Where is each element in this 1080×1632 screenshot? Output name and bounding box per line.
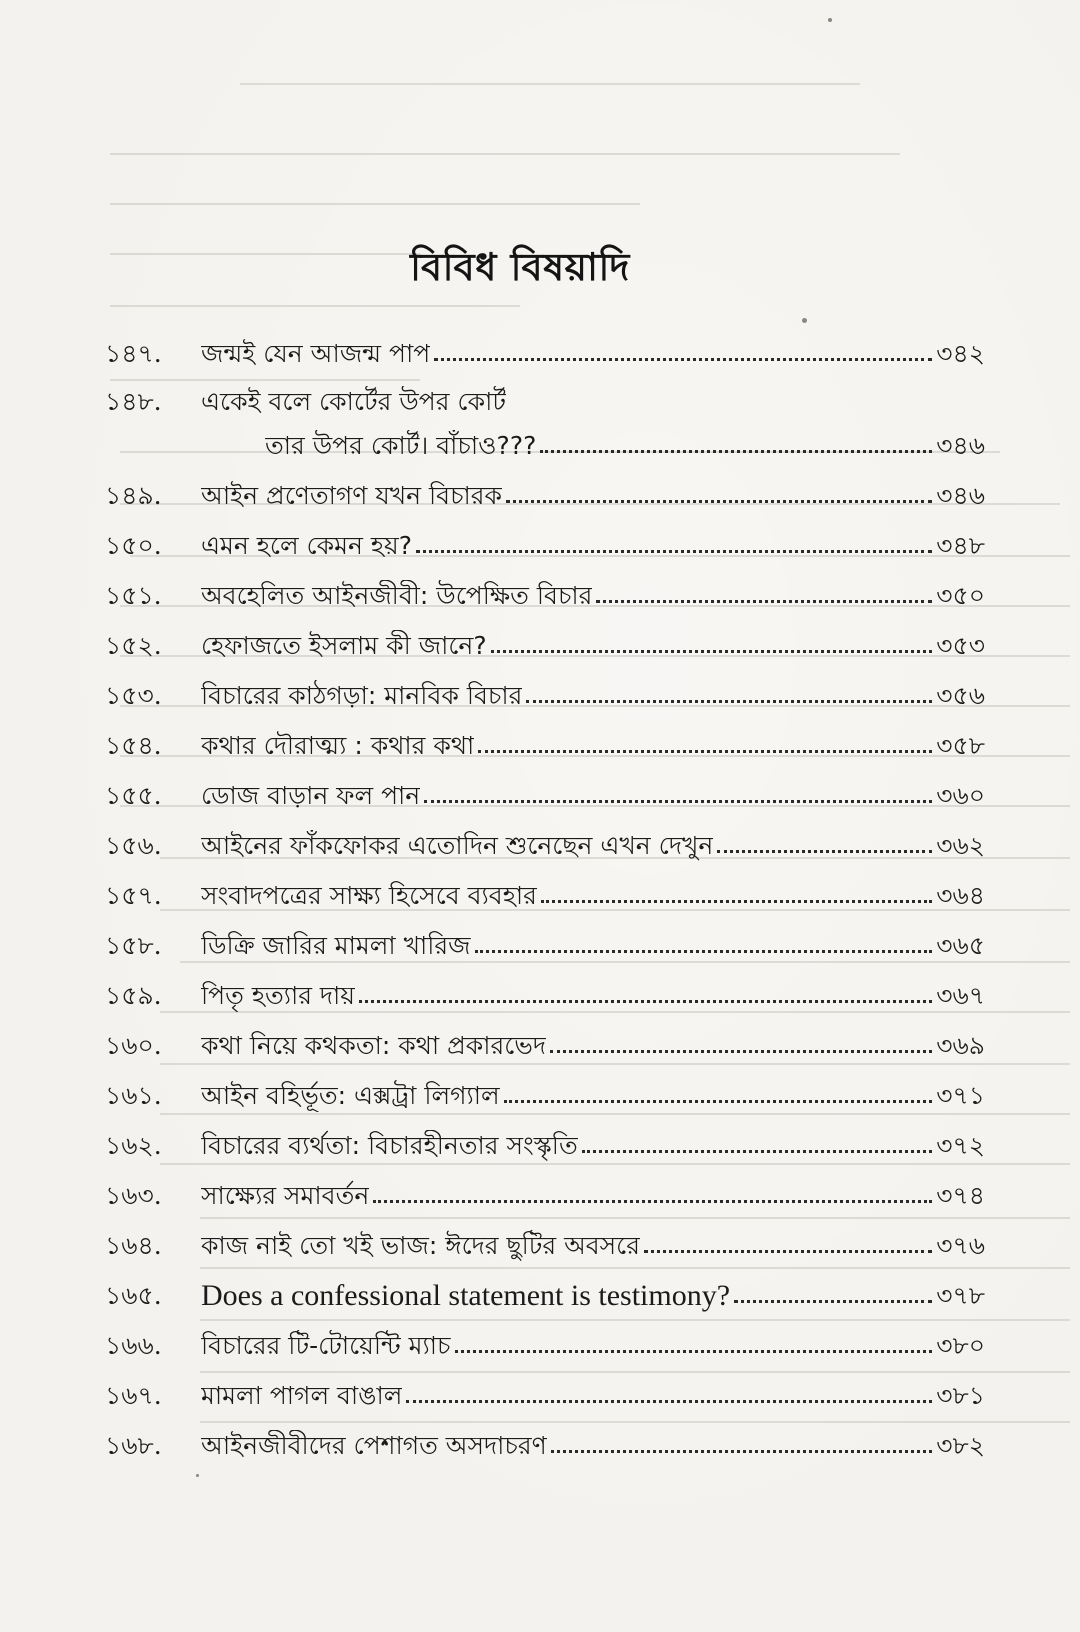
entry-title: কথা নিয়ে কথকতা: কথা প্রকারভেদ [201, 1031, 547, 1060]
toc-entry-159 [105, 962, 985, 1012]
dot-leader [582, 1150, 933, 1153]
entry-number: ১৫৭. [105, 881, 162, 910]
entry-title: কাজ নাই তো খই ভাজ: ঈদের ছুটির অবসরে [201, 1231, 640, 1260]
toc-entry-162 [105, 1112, 985, 1162]
entry-number: ১৫৮. [105, 931, 162, 960]
dot-leader [526, 700, 932, 703]
entry-number: ১৫৪. [105, 731, 162, 760]
dot-leader [424, 800, 932, 803]
entry-number: ১৫০. [105, 531, 162, 560]
entry-title: জন্মই যেন আজন্ম পাপ [201, 339, 431, 368]
toc-entry-149 [105, 462, 985, 512]
entry-number: ১৪৯. [105, 481, 162, 510]
toc-entry-151 [105, 562, 985, 612]
entry-page-number: ৩৬৪ [936, 881, 985, 910]
toc-entry-168 [105, 1412, 985, 1462]
dot-leader [541, 900, 932, 903]
entry-title: আইন বহির্ভূত: এক্সট্রা লিগ্যাল [201, 1081, 500, 1110]
toc-entry-153 [105, 662, 985, 712]
entry-page-number: ৩৮০ [936, 1331, 985, 1360]
entry-number: ১৬০. [105, 1031, 162, 1060]
toc-entry-148-continued [105, 418, 985, 462]
entry-page-number: ৩৮২ [936, 1431, 985, 1460]
dot-leader [475, 950, 933, 953]
dot-leader [504, 1100, 933, 1103]
entry-page-number: ৩৪৮ [936, 531, 985, 560]
section-heading: বিবিধ বিষয়াদি [410, 245, 630, 289]
entry-title: বিচারের ব্যর্থতা: বিচারহীনতার সংস্কৃতি [201, 1131, 578, 1160]
entry-title: অবহেলিত আইনজীবী: উপেক্ষিত বিচার [201, 581, 593, 610]
entry-page-number: ৩৫০ [936, 581, 985, 610]
entry-title: আইনজীবীদের পেশাগত অসদাচরণ [201, 1431, 547, 1460]
entry-number: ১৬৩. [105, 1181, 162, 1210]
entry-number: ১৫৩. [105, 681, 162, 710]
toc-entry-156 [105, 812, 985, 862]
entry-number: ১৬৫. [105, 1281, 162, 1310]
toc-entry-147 [105, 320, 985, 370]
dot-leader [717, 850, 932, 853]
entry-title: Does a confessional statement is testimony? [201, 1280, 731, 1312]
toc-entry-154 [105, 712, 985, 762]
paper-speck [802, 318, 807, 323]
entry-page-number: ৩৬৫ [936, 931, 985, 960]
entry-title: আইনের ফাঁকফোকর এতোদিন শুনেছেন এখন দেখুন [201, 831, 714, 860]
entry-page-number: ৩৭৬ [936, 1231, 985, 1260]
entry-page-number: ৩৭৮ [936, 1281, 985, 1310]
entry-title: সাক্ষ্যের সমাবর্তন [201, 1181, 370, 1210]
entry-title-continued: তার উপর কোর্ট। বাঁচাও??? [265, 431, 537, 460]
entry-title: হেফাজতে ইসলাম কী জানে? [201, 631, 487, 660]
entry-page-number: ৩৭৪ [936, 1181, 985, 1210]
toc-entry-150 [105, 512, 985, 562]
entry-number: ১৬৬. [105, 1331, 162, 1360]
entry-page-number: ৩৬৭ [936, 981, 985, 1010]
entry-number: ১৬৪. [105, 1231, 162, 1260]
dot-leader [644, 1250, 932, 1253]
entry-title: আইন প্রণেতাগণ যখন বিচারক [201, 481, 503, 510]
table-of-contents [105, 320, 985, 1462]
dot-leader [540, 450, 932, 453]
toc-entry-152 [105, 612, 985, 662]
entry-page-number: ৩৭১ [936, 1081, 985, 1110]
dot-leader [551, 1450, 933, 1453]
entry-title: একেই বলে কোর্টের উপর কোর্ট [201, 387, 506, 416]
toc-entry-165 [105, 1262, 985, 1312]
entry-number: ১৫৯. [105, 981, 162, 1010]
entry-page-number: ৩৫৩ [936, 631, 985, 660]
entry-title: ডোজ বাড়ান ফল পান [201, 781, 421, 810]
entry-page-number: ৩৪৬ [936, 481, 985, 510]
toc-entry-161 [105, 1062, 985, 1112]
entry-number: ১৫২. [105, 631, 162, 660]
toc-entry-163 [105, 1162, 985, 1212]
paper-speck [828, 18, 832, 22]
entry-title: এমন হলে কেমন হয়? [201, 531, 413, 560]
entry-number: ১৫১. [105, 581, 162, 610]
entry-title: সংবাদপত্রের সাক্ষ্য হিসেবে ব্যবহার [201, 881, 537, 910]
dot-leader [455, 1350, 933, 1353]
entry-number: ১৫৫. [105, 781, 162, 810]
dot-leader [550, 1050, 932, 1053]
toc-entry-167 [105, 1362, 985, 1412]
entry-title: ডিক্রি জারির মামলা খারিজ [201, 931, 471, 960]
dot-leader [406, 1400, 932, 1403]
dot-leader [416, 550, 932, 553]
entry-title: বিচারের টি-টোয়েন্টি ম্যাচ [201, 1331, 451, 1360]
dot-leader [491, 650, 933, 653]
dot-leader [734, 1300, 932, 1303]
entry-title: মামলা পাগল বাঙাল [201, 1381, 403, 1410]
entry-page-number: ৩৬৯ [936, 1031, 985, 1060]
entry-title: কথার দৌরাত্ম্য : কথার কথা [201, 731, 475, 760]
toc-entry-148 [105, 370, 985, 418]
entry-page-number: ৩৪২ [936, 339, 985, 368]
entry-page-number: ৩৭২ [936, 1131, 985, 1160]
toc-entry-158 [105, 912, 985, 962]
entry-page-number: ৩৫৬ [936, 681, 985, 710]
entry-page-number: ৩৮১ [936, 1381, 985, 1410]
dot-leader [596, 600, 932, 603]
entry-number: ১৬২. [105, 1131, 162, 1160]
dot-leader [478, 750, 932, 753]
entry-number: ১৪৭. [105, 339, 162, 368]
toc-entry-160 [105, 1012, 985, 1062]
entry-page-number: ৩৬০ [936, 781, 985, 810]
entry-title: পিতৃ হত্যার দায় [201, 981, 356, 1010]
dot-leader [359, 1000, 932, 1003]
entry-number: ১৬৮. [105, 1431, 162, 1460]
toc-entry-166 [105, 1312, 985, 1362]
entry-number: ১৬৭. [105, 1381, 162, 1410]
dot-leader [373, 1200, 932, 1203]
entry-page-number: ৩৪৬ [936, 431, 985, 460]
entry-number: ১৪৮. [105, 387, 162, 416]
toc-entry-164 [105, 1212, 985, 1262]
toc-entry-157 [105, 862, 985, 912]
toc-entry-155 [105, 762, 985, 812]
entry-number: ১৫৬. [105, 831, 162, 860]
dot-leader [506, 500, 932, 503]
entry-page-number: ৩৫৮ [936, 731, 985, 760]
entry-title: বিচারের কাঠগড়া: মানবিক বিচার [201, 681, 523, 710]
paper-speck [196, 1474, 199, 1477]
entry-number: ১৬১. [105, 1081, 162, 1110]
entry-page-number: ৩৬২ [936, 831, 985, 860]
dot-leader [434, 358, 932, 361]
